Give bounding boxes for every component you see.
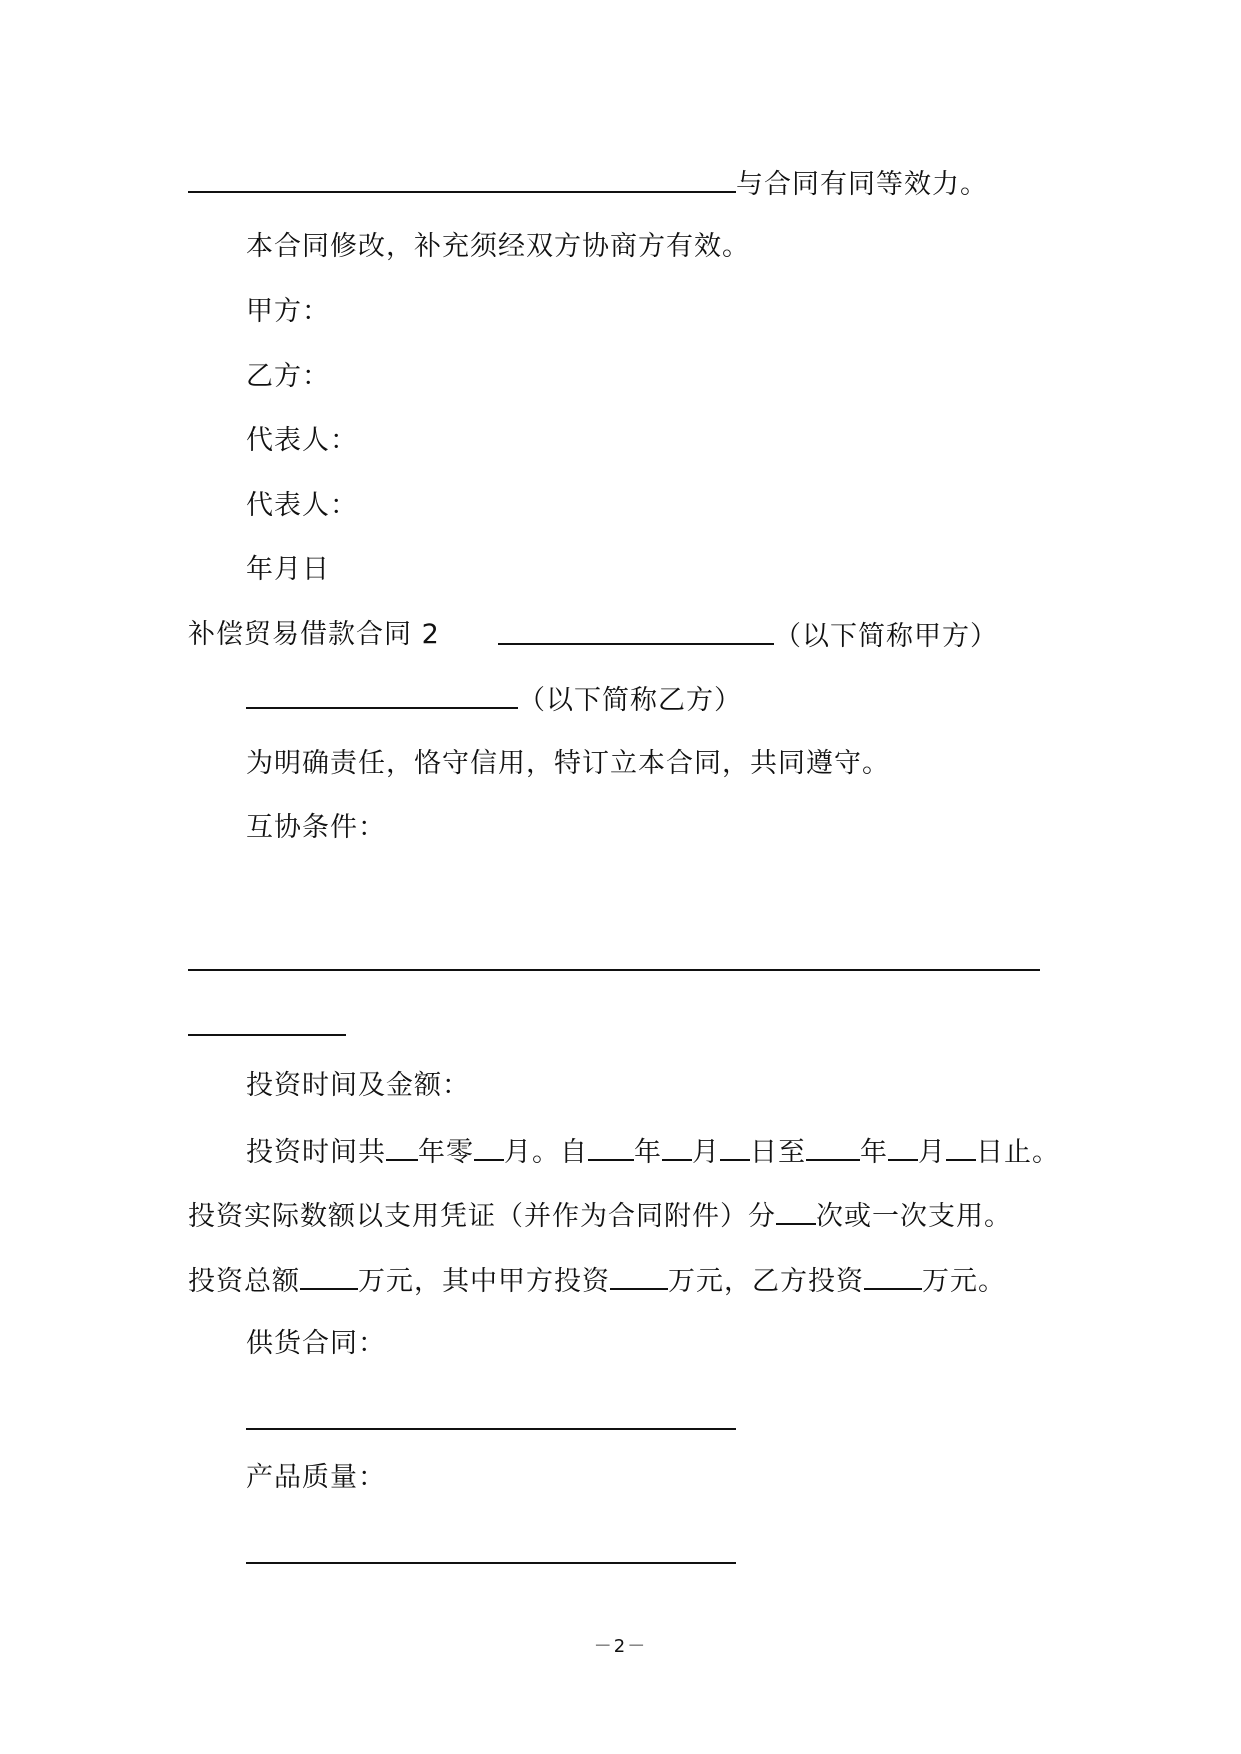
fill-blank — [720, 1135, 750, 1161]
text: 年 — [634, 1137, 662, 1168]
fill-blank — [188, 1010, 346, 1036]
fill-blank — [498, 619, 774, 645]
text: 投资实际数额以支用凭证（并作为合同附件）分 — [188, 1201, 776, 1232]
representative-label: 代表人： — [246, 490, 358, 521]
contract-title: 补偿贸易借款合同 2 — [188, 619, 440, 650]
fill-blank — [386, 1135, 418, 1161]
fill-blank — [474, 1135, 504, 1161]
text: 月 — [918, 1137, 946, 1168]
text: 日止。 — [976, 1137, 1060, 1168]
fill-blank — [806, 1135, 860, 1161]
text: 投资总额 — [188, 1266, 300, 1297]
text: 次或一次支用。 — [816, 1201, 1012, 1232]
party-b-abbr: （以下简称乙方） — [518, 685, 742, 716]
fill-blank — [610, 1264, 668, 1290]
effect-line — [188, 167, 988, 201]
text: 日至 — [750, 1137, 806, 1168]
fill-blank — [188, 167, 736, 193]
party-b-line — [246, 683, 742, 717]
text: 万元，乙方投资 — [668, 1266, 864, 1297]
amendment-clause: 本合同修改，补充须经双方协商方有效。 — [246, 231, 750, 262]
fill-blank — [188, 945, 1040, 971]
fill-blank — [246, 1404, 736, 1430]
text: 年零 — [418, 1137, 474, 1168]
fill-blank — [246, 683, 518, 709]
fill-blank — [864, 1264, 922, 1290]
fill-blank — [888, 1135, 918, 1161]
investment-time-line — [246, 1135, 1060, 1169]
text: 万元，其中甲方投资 — [358, 1266, 610, 1297]
investment-amount-line — [188, 1199, 1012, 1233]
mutual-terms-label: 互协条件： — [246, 812, 386, 843]
fill-blank — [662, 1135, 692, 1161]
fill-blank — [776, 1199, 816, 1225]
page-number: －2－ — [593, 1636, 648, 1657]
text: 月。自 — [504, 1137, 588, 1168]
party-a-line — [498, 619, 998, 653]
representative-label: 代表人： — [246, 425, 358, 456]
purpose-text: 为明确责任，恪守信用，特订立本合同，共同遵守。 — [246, 748, 890, 779]
fill-blank — [588, 1135, 634, 1161]
party-a-label: 甲方： — [246, 296, 330, 327]
text: 投资时间共 — [246, 1137, 386, 1168]
text: 月 — [692, 1137, 720, 1168]
product-quality-label: 产品质量： — [246, 1462, 386, 1493]
investment-heading: 投资时间及金额： — [246, 1070, 470, 1101]
fill-blank — [246, 1538, 736, 1564]
date-label: 年月日 — [246, 554, 330, 585]
supply-contract-label: 供货合同： — [246, 1328, 386, 1359]
fill-blank — [946, 1135, 976, 1161]
investment-total-line — [188, 1264, 1006, 1298]
text: 年 — [860, 1137, 888, 1168]
party-b-label: 乙方： — [246, 361, 330, 392]
fill-blank — [300, 1264, 358, 1290]
effect-text: 与合同有同等效力。 — [736, 169, 988, 200]
text: 万元。 — [922, 1266, 1006, 1297]
party-a-abbr: （以下简称甲方） — [774, 621, 998, 652]
